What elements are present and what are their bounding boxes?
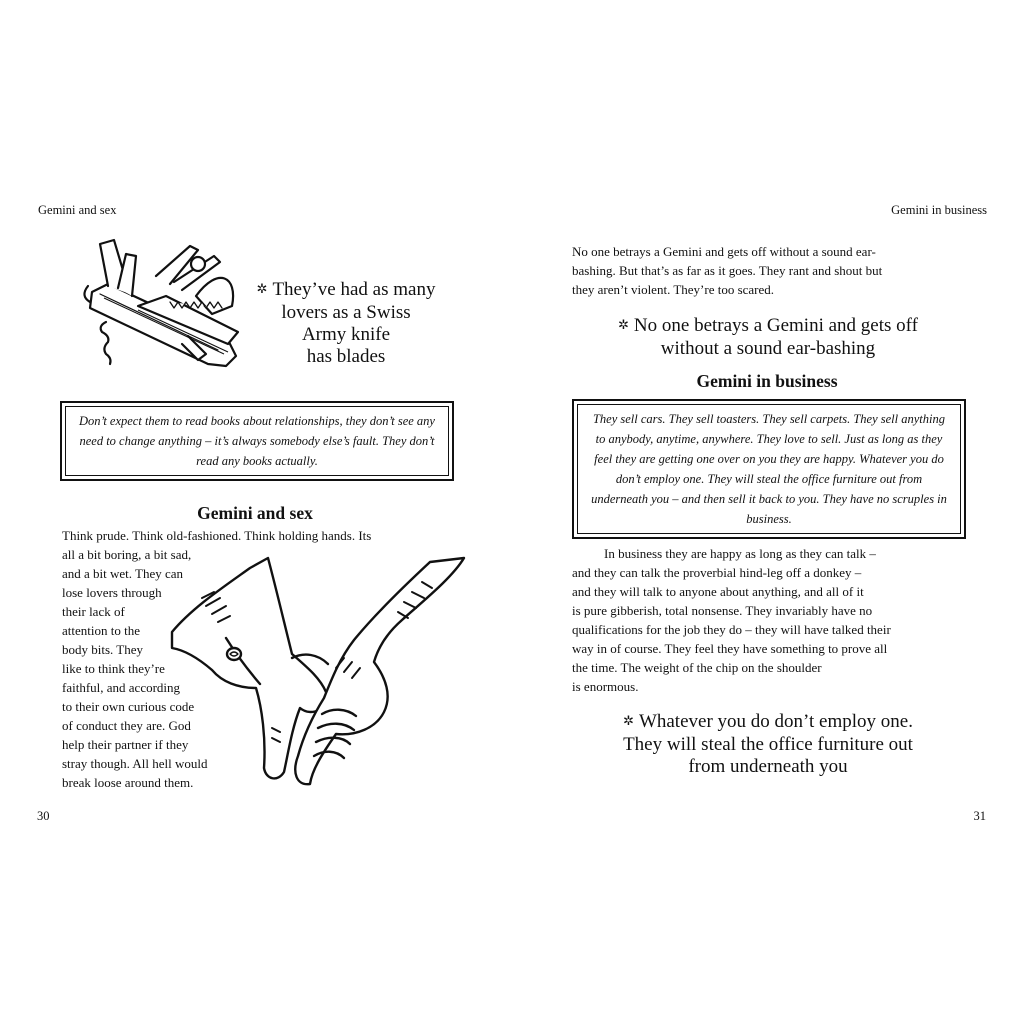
body-line: to their own curious code xyxy=(62,699,195,714)
sidebar-box-right xyxy=(572,399,966,539)
body-line: Think prude. Think old-fashioned. Think holding hands. Its xyxy=(62,528,372,543)
section-title-gemini-and-sex: Gemini and sex xyxy=(197,503,313,523)
body-line: body bits. They xyxy=(62,642,144,657)
body-line: and they will talk to anyone about anything, and all of it xyxy=(572,584,864,599)
sidebar-box-left xyxy=(60,401,454,481)
star-bullet-icon: ✲ xyxy=(256,281,268,296)
body-line: they aren’t violent. They’re too scared. xyxy=(572,282,775,297)
body-line: help their partner if they xyxy=(62,737,189,752)
body-line: break loose around them. xyxy=(62,775,194,790)
intro-text xyxy=(572,242,972,299)
star-bullet-icon: ✲ xyxy=(623,713,634,728)
pull-quote-ear-bashing xyxy=(572,315,964,360)
pull-quote-line: has blades xyxy=(306,346,386,367)
pull-quote-swiss-knife xyxy=(226,279,466,368)
star-bullet-icon: ✲ xyxy=(618,317,629,332)
body-line: all a bit boring, a bit sad, xyxy=(62,547,192,562)
pull-quote-line: from underneath you xyxy=(688,756,848,777)
body-line: In business they are happy as long as they can talk – xyxy=(604,546,876,561)
sidebar-box-text: They sell cars. They sell toasters. They sell carpets. They sell anything to anybody, anytime, anywhere. They love to sell. Just as long as they feel they are getting one over on you they are happy. Whatever you do don’t employ one. They will steal the office furniture out from underneath you – and then sell it back to you. They have no scruples in business. xyxy=(577,404,961,534)
running-head-left: Gemini and sex xyxy=(38,203,117,217)
right-page xyxy=(512,0,1024,1024)
body-line: way in of course. They feel they have something to prove all xyxy=(572,641,888,656)
body-line: bashing. But that’s as far as it goes. They rant and shout but xyxy=(572,263,883,278)
pull-quote-line: No one betrays a Gemini and gets off xyxy=(633,315,918,336)
page-number-left: 30 xyxy=(37,809,50,823)
body-line: lose lovers through xyxy=(62,585,162,600)
pull-quote-line: They will steal the office furniture out xyxy=(623,734,913,755)
section-title-gemini-in-business: Gemini in business xyxy=(696,371,838,391)
body-line: attention to the xyxy=(62,623,140,638)
body-line: faithful, and according xyxy=(62,680,181,695)
body-line: is enormous. xyxy=(572,679,639,694)
pull-quote-line: They’ve had as many xyxy=(272,279,436,300)
pull-quote-line: Whatever you do don’t employ one. xyxy=(638,711,913,732)
page-number-right: 31 xyxy=(973,809,986,823)
body-line: and a bit wet. They can xyxy=(62,566,184,581)
body-line: the time. The weight of the chip on the shoulder xyxy=(572,660,822,675)
swiss-army-knife-illustration xyxy=(78,236,248,376)
pull-quote-line: lovers as a Swiss xyxy=(281,302,411,323)
body-line: of conduct they are. God xyxy=(62,718,191,733)
pull-quote-line: without a sound ear-bashing xyxy=(660,338,876,359)
body-line: No one betrays a Gemini and gets off without a sound ear- xyxy=(572,244,876,259)
body-text-right xyxy=(572,544,977,696)
body-line: stray though. All hell would xyxy=(62,756,208,771)
body-line: is pure gibberish, total nonsense. They invariably have no xyxy=(572,603,873,618)
pull-quote-line: Army knife xyxy=(301,324,391,345)
running-head-right: Gemini in business xyxy=(891,203,987,217)
pull-quote-employ xyxy=(572,711,964,778)
body-text-left xyxy=(62,526,452,792)
body-line: and they can talk the proverbial hind-leg off a donkey – xyxy=(572,565,862,580)
body-line: qualifications for the job they do – they will have talked their xyxy=(572,622,891,637)
body-line: their lack of xyxy=(62,604,125,619)
sidebar-box-text: Don’t expect them to read books about relationships, they don’t see any need to change anything – it’s always somebody else’s fault. They don’t read any books actually. xyxy=(65,406,449,476)
body-line: like to think they’re xyxy=(62,661,165,676)
